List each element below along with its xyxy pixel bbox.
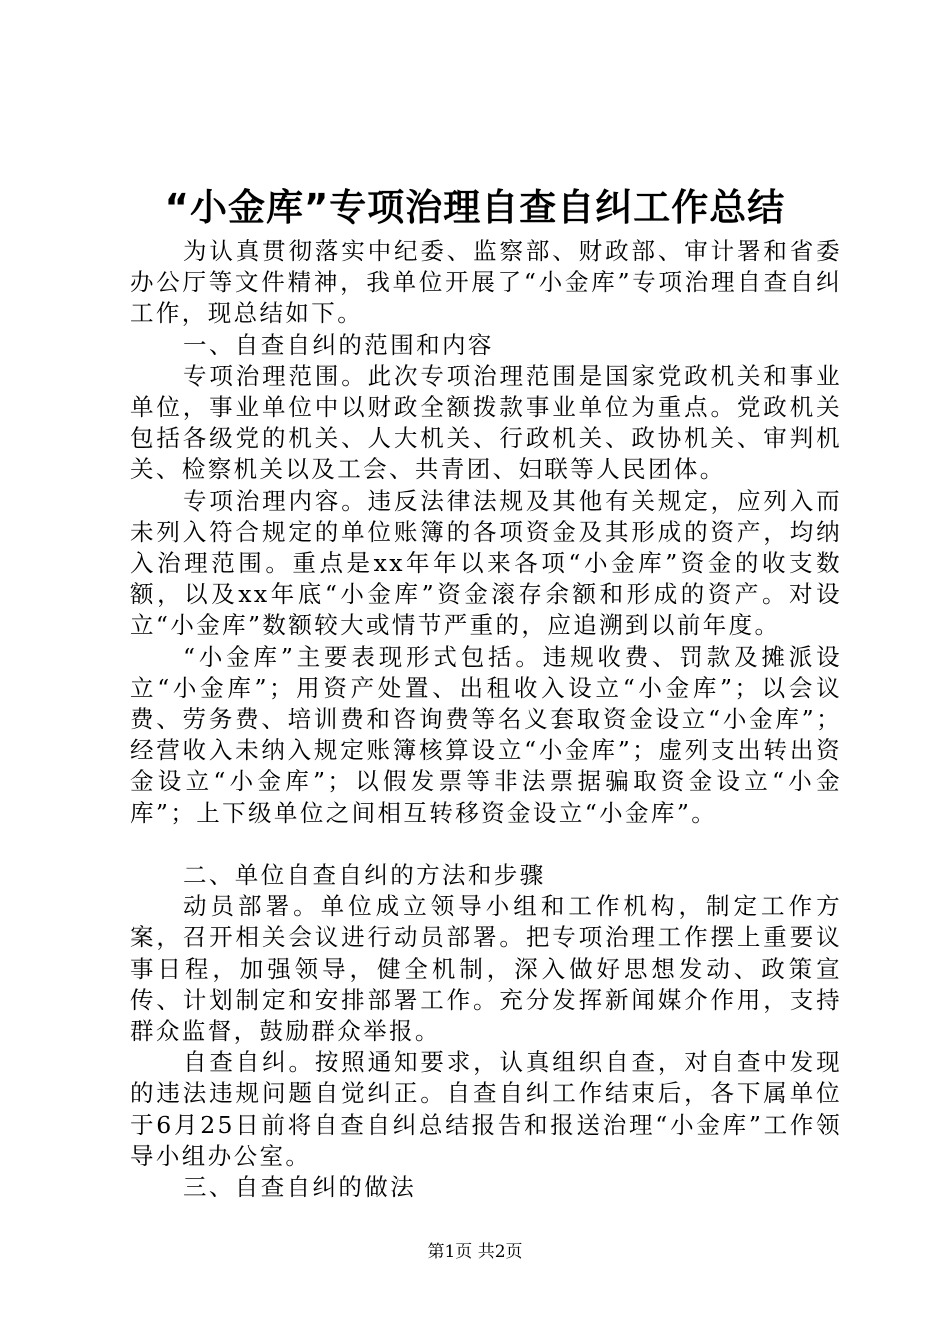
section-heading-1: 一、自查自纠的范围和内容	[183, 330, 494, 359]
content-paragraph: 专项治理内容。违反法律法规及其他有关规定，应列入而未列入符合规定的单位账簿的各项资金及其形成的资产，均纳入治理范围。重点是xx年年以来各项“小金库”资金的收支数额，以及xx年底“小金库”资金滚存余额和形成的资产。对设立“小金库”数额较大或情节严重的，应追溯到以前年度。	[130, 486, 842, 640]
self-check-paragraph: 自查自纠。按照通知要求，认真组织自查，对自查中发现的违法违规问题自觉纠正。自查自纠工作结束后，各下属单位于6月25日前将自查自纠总结报告和报送治理“小金库”工作领导小组办公室。	[130, 1048, 842, 1170]
intro-paragraph: 为认真贯彻落实中纪委、监察部、财政部、审计署和省委办公厅等文件精神，我单位开展了“小金库”专项治理自查自纠工作，现总结如下。	[130, 237, 842, 328]
forms-paragraph: “小金库”主要表现形式包括。违规收费、罚款及摊派设立“小金库”；用资产处置、出租收入设立“小金库”；以会议费、劳务费、培训费和咨询费等名义套取资金设立“小金库”；经营收入未纳入规定账簿核算设立“小金库”；虚列支出转出资金设立“小金库”；以假发票等非法票据骗取资金设立“小金库”；上下级单位之间相互转移资金设立“小金库”。	[130, 642, 842, 827]
document-title: “小金库”专项治理自查自纠工作总结	[164, 186, 786, 229]
section-heading-2: 二、单位自查自纠的方法和步骤	[183, 861, 546, 890]
section-heading-3: 三、自查自纠的做法	[183, 1173, 417, 1202]
page-number-footer: 第1页 共2页	[427, 1242, 523, 1262]
scope-paragraph: 专项治理范围。此次专项治理范围是国家党政机关和事业单位，事业单位中以财政全额拨款事业单位为重点。党政机关包括各级党的机关、人大机关、行政机关、政协机关、审判机关、检察机关以及工会、共青团、妇联等人民团体。	[130, 361, 842, 484]
paragraph-spacer	[130, 829, 842, 860]
mobilization-paragraph: 动员部署。单位成立领导小组和工作机构，制定工作方案，召开相关会议进行动员部署。把专项治理工作摆上重要议事日程，加强领导，健全机制，深入做好思想发动、政策宣传、计划制定和安排部署工作。充分发挥新闻媒介作用，支持群众监督，鼓励群众举报。	[130, 892, 842, 1046]
document-body	[130, 236, 842, 1203]
